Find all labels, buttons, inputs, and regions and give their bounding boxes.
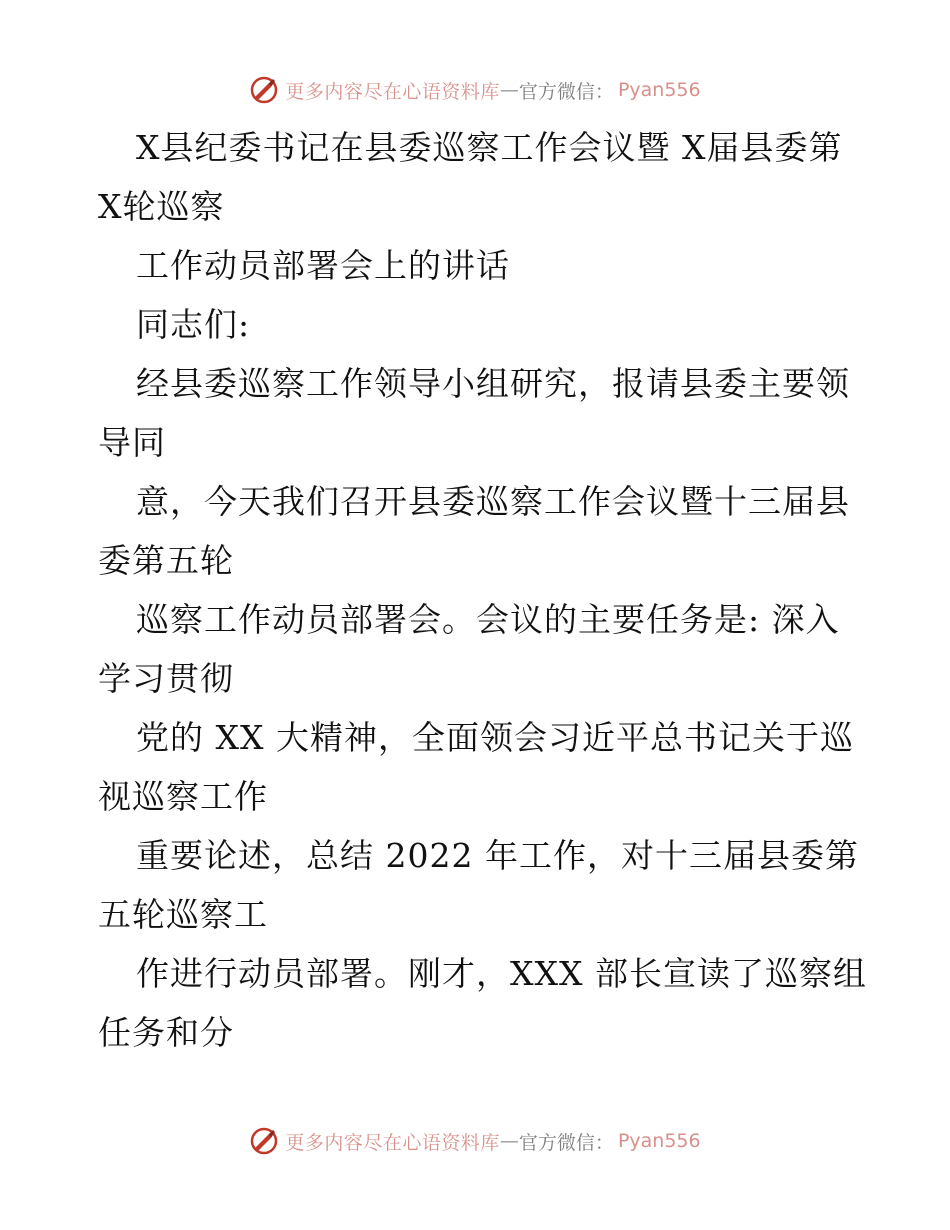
text-line: 作进行动员部署。刚才，XXX 部长宣读了巡察组 — [136, 954, 867, 993]
text-line: 导同 — [98, 423, 166, 462]
text-line: 任务和分 — [98, 1013, 234, 1052]
document-body — [98, 118, 867, 1062]
title-line-1: X县纪委书记在县委巡察工作会议暨 X届县委第 — [136, 128, 843, 167]
text-line: 委第五轮 — [98, 541, 234, 580]
pen-logo-icon — [249, 1126, 279, 1156]
watermark-dash: — — [499, 1130, 519, 1152]
salutation: 同志们: — [136, 305, 251, 344]
text-line: 五轮巡察工 — [98, 895, 268, 934]
watermark-wechat-id: Pyan556 — [617, 79, 701, 101]
watermark-text: 更多内容尽在心语资料库 — [285, 1131, 500, 1154]
watermark-official-label: 官方微信： — [518, 80, 614, 103]
watermark-dash: — — [499, 79, 519, 101]
watermark-official-label: 官方微信： — [518, 1131, 614, 1154]
text-line: 学习贯彻 — [98, 659, 234, 698]
title-line-2: X轮巡察 — [98, 187, 225, 226]
text-line: 意，今天我们召开县委巡察工作会议暨十三届县 — [136, 482, 850, 521]
header-watermark — [0, 70, 950, 110]
text-line: 经县委巡察工作领导小组研究，报请县委主要领 — [136, 364, 850, 403]
watermark-wechat-id: Pyan556 — [617, 1130, 701, 1152]
pen-logo-icon — [249, 75, 279, 105]
text-line: 巡察工作动员部署会。会议的主要任务是: 深入 — [136, 600, 840, 639]
text-line: 党的 XX 大精神，全面领会习近平总书记关于巡 — [136, 718, 854, 757]
text-line: 视巡察工作 — [98, 777, 268, 816]
footer-watermark — [0, 1121, 950, 1161]
title-line-3: 工作动员部署会上的讲话 — [136, 246, 510, 285]
text-line: 重要论述，总结 2022 年工作，对十三届县委第 — [136, 836, 859, 875]
watermark-text: 更多内容尽在心语资料库 — [285, 80, 500, 103]
